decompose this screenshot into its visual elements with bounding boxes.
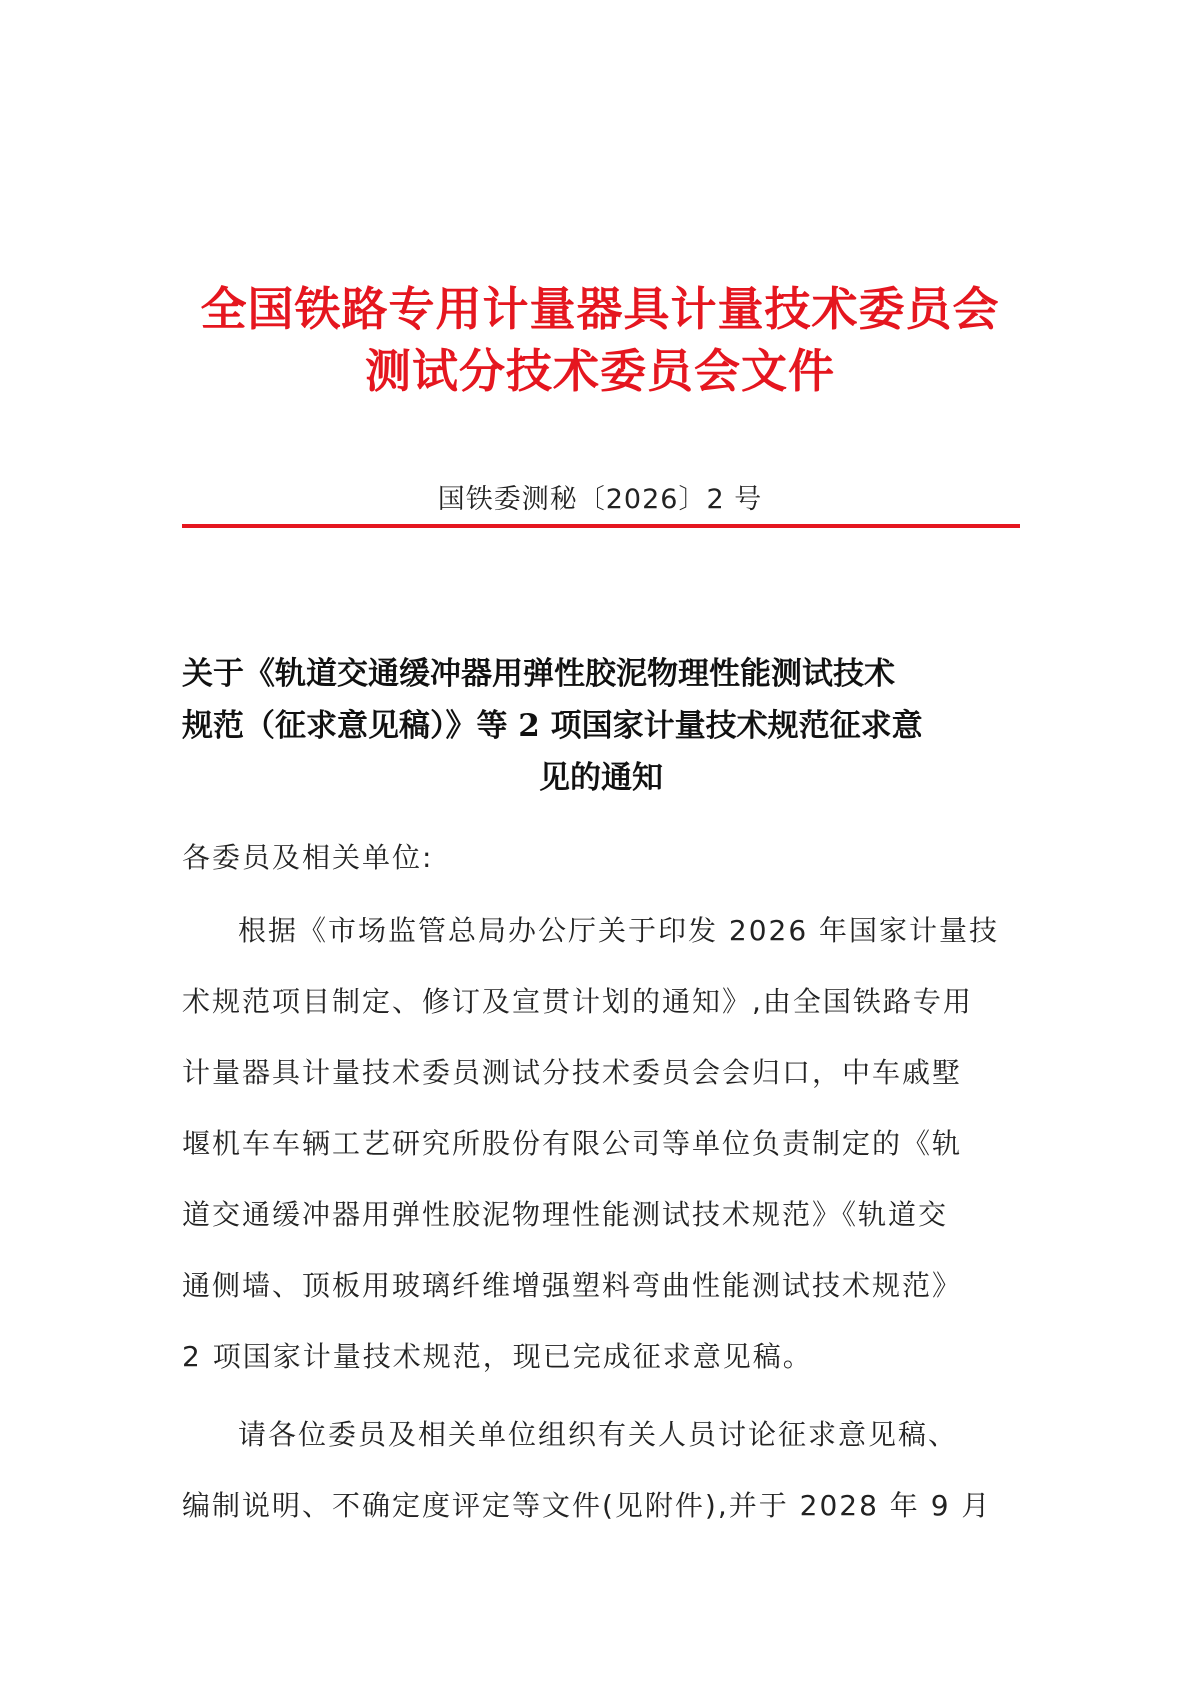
paragraph-1-line-2: 术规范项目制定、修订及宣贯计划的通知》,由全国铁路专用: [182, 985, 973, 1018]
paragraph-1-line-5: 道交通缓冲器用弹性胶泥物理性能测试技术规范》《轨道交: [182, 1198, 949, 1231]
document-number: 国铁委测秘〔2026〕2 号: [437, 484, 763, 515]
notice-title-line-1: 关于《轨道交通缓冲器用弹性胶泥物理性能测试技术: [182, 656, 895, 692]
paragraph-1-line-4: 堰机车车辆工艺研究所股份有限公司等单位负责制定的《轨: [182, 1127, 963, 1160]
paragraph-1-line-6: 通侧墙、顶板用玻璃纤维增强塑料弯曲性能测试技术规范》: [182, 1269, 963, 1302]
body-paragraph-2: [182, 1399, 1020, 1541]
paragraph-1-line-3: 计量器具计量技术委员测试分技术委员会会归口，中车戚墅: [182, 1056, 963, 1089]
notice-title-line-2: 规范（征求意见稿）》等 2 项国家计量技术规范征求意: [182, 708, 923, 744]
document-header-title: [0, 278, 1200, 402]
header-title-line-1: 全国铁路专用计量器具计量技术委员会: [200, 282, 1000, 336]
paragraph-1-line-7: 2 项国家计量技术规范，现已完成征求意见稿。: [182, 1340, 813, 1373]
body-paragraph-1: [182, 895, 1020, 1392]
paragraph-2-line-2: 编制说明、不确定度评定等文件(见附件),并于 2028 年 9 月: [182, 1489, 992, 1522]
notice-title: [182, 648, 1020, 804]
red-divider-line: [182, 524, 1020, 528]
paragraph-2-line-1: 请各位委员及相关单位组织有关人员讨论征求意见稿、: [238, 1418, 959, 1451]
salutation: 各委员及相关单位:: [182, 841, 434, 874]
header-title-line-2: 测试分技术委员会文件: [365, 344, 835, 398]
paragraph-1-line-1: 根据《市场监管总局办公厅关于印发 2026 年国家计量技: [238, 914, 1000, 947]
notice-title-line-3: 见的通知: [539, 760, 663, 796]
